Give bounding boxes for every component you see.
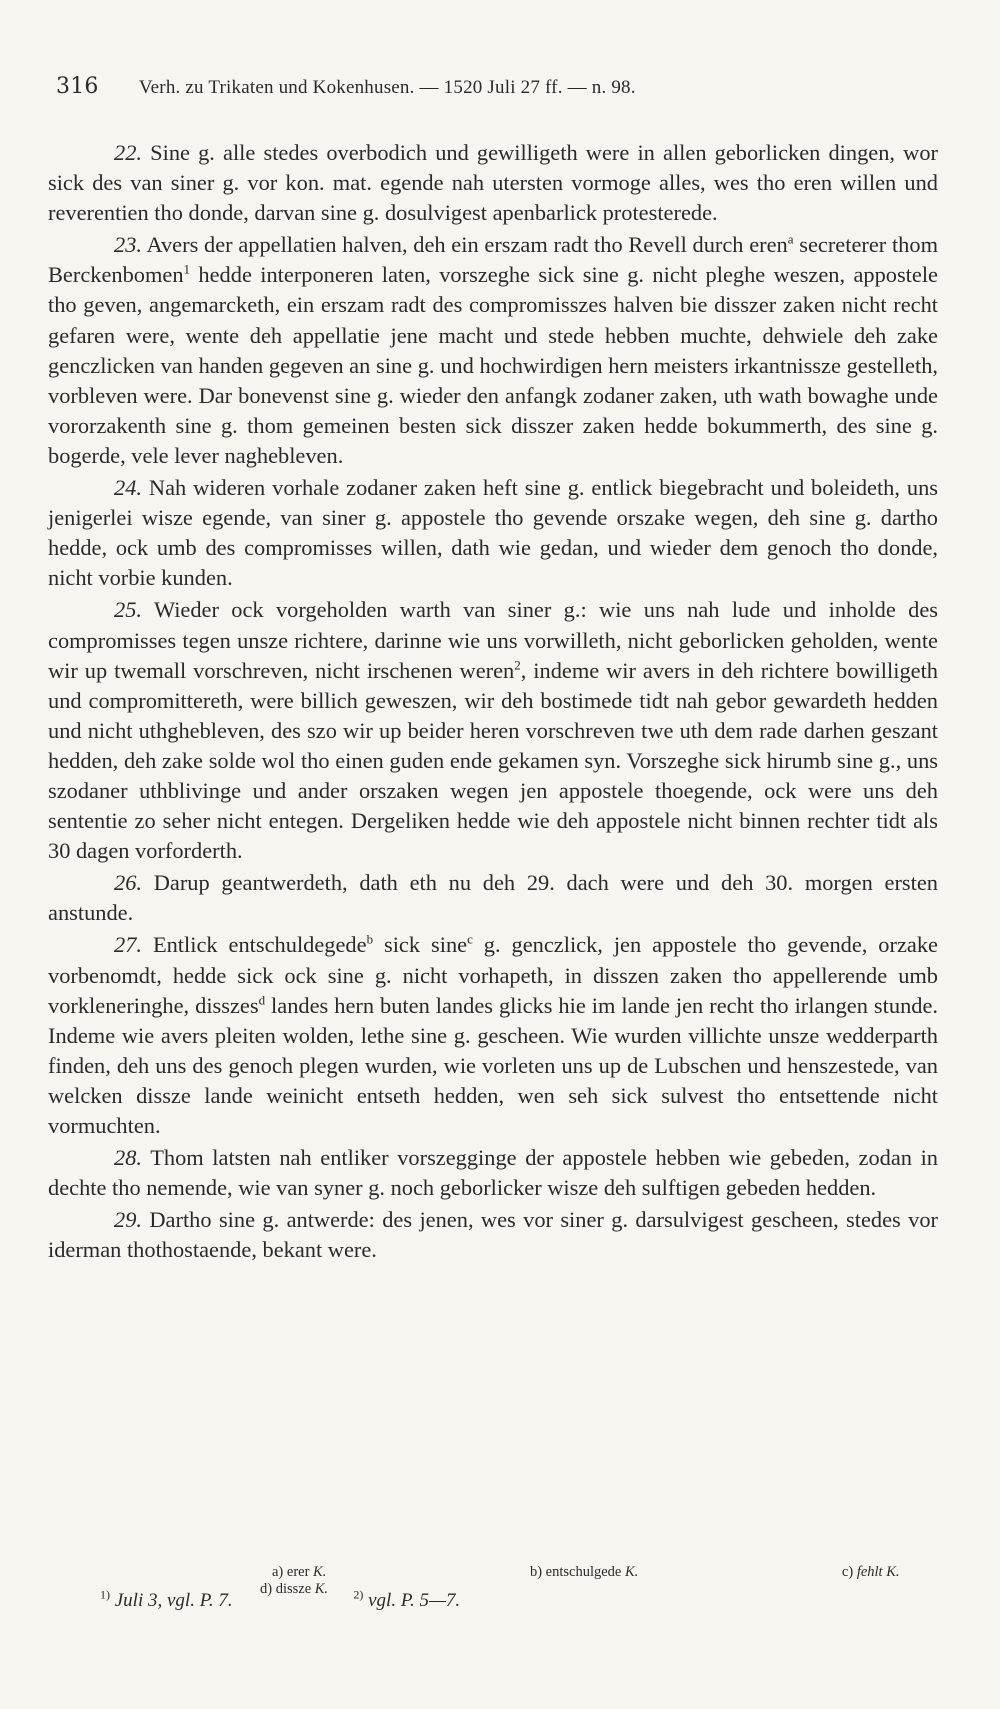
- variant-note-source: K.: [625, 1564, 639, 1580]
- paragraph-29: [48, 1205, 938, 1265]
- footnote-marker: a: [787, 231, 794, 247]
- footnote-marker: d: [258, 992, 266, 1008]
- variant-note: [736, 1564, 900, 1581]
- paragraph-text: Entlick entschuldegede: [152, 932, 367, 958]
- paragraph-number: 28.: [114, 1145, 142, 1171]
- variant-note: [166, 1564, 326, 1581]
- footnote-1: [100, 1587, 291, 1612]
- paragraph-number: 26.: [114, 870, 142, 896]
- paragraph-number: 25.: [114, 597, 142, 623]
- paragraph-number: 24.: [114, 475, 142, 501]
- footnote-2: [353, 1587, 518, 1612]
- paragraph-28: [48, 1143, 938, 1203]
- paragraph-text: Thom latsten nah entliker vorszegginge der appostele hebben wie gebeden, zodan in dechte tho nemende, wie van syner g. noch geborlicker wisze deh sulftigen gebeden hedden.: [48, 1145, 938, 1201]
- footnote-mark: 1): [100, 1587, 110, 1602]
- paragraph-23: [48, 230, 938, 471]
- paragraph-text: Wieder ock vorgeholden warth van siner g.: wie uns nah lude und inholde des compromisses tegen unsze richtere, darinne wie uns vorwilleth, nicht geborlicken geholden, wente wir up twemall vorschreven, nicht irschenen weren: [48, 597, 938, 683]
- paragraph-text: , indeme wir avers in deh richtere bowilligeth und compromittereth, were billich geweszen, wir deh bostimede tidt nah gebor gewardeth hedden und nicht uthghebleven, des szo wir up beider heren vorschreven twe uth dem rade darhen geszant hedden, deh zake solde wol tho einen guden ende gekamen syn. Vorszeghe sick hirumb sine g., uns szodaner uthblivinge und ander orszaken wegen jen appostele thoegende, ock were uns deh sententie zo seher nicht entegen. Dergeliken hedde wie deh appostele nicht binnen rechter tidt als 30 dagen vorforderth.: [48, 657, 938, 864]
- variant-note-label: a) erer: [272, 1564, 310, 1580]
- paragraph-text: Nah wideren vorhale zodaner zaken heft sine g. entlick biegebracht und boleideth, uns jenigerlei wisze egende, van siner g. appostele tho gevende orszake wegen, deh sine g. dartho hedde, ock umb des compromisses willen, dath wie gedan, und wieder dem genoch tho donde, nicht vorbie kunden.: [48, 475, 938, 591]
- footnote-marker: b: [366, 931, 374, 947]
- paragraph-text: g. genczlick, jen appostele tho gevende, orzake vorbenomdt, hedde sick ock sine g. nicht vorhapeth, in disszen zaken tho appellerende umb vorkleneringhe, disszes: [48, 932, 938, 1018]
- variant-note-label: c): [841, 1564, 854, 1580]
- paragraph-text: sick sine: [373, 932, 468, 958]
- paragraph-text: Sine g. alle stedes overbodich und gewilligeth were in allen geborlicken dingen, wor sick des van siner g. vor kon. mat. egende nah utersten vormoge alles, wes tho eren willen und reverentien tho donde, darvan sine g. dosulvigest apenbarlick protesterede.: [48, 140, 938, 226]
- footnote-mark: 2): [353, 1587, 364, 1602]
- paragraph-number: 23.: [114, 232, 142, 258]
- running-header: [56, 74, 856, 99]
- variant-note-source: fehlt K.: [856, 1564, 900, 1580]
- paragraph-text: secreterer thom Berckenbomen: [48, 232, 938, 288]
- page-number: 316: [56, 74, 99, 99]
- paragraph-text: Avers der appellatien halven, deh ein erszam radt tho Revell durch eren: [146, 232, 788, 258]
- footnote-text: Juli 3, vgl. P. 7.: [114, 1590, 233, 1611]
- paragraph-27: [48, 930, 938, 1141]
- paragraph-22: [48, 138, 938, 228]
- paragraph-text: hedde interponeren laten, vorszeghe sick sine g. nicht pleghe weszen, appostele tho geven, angemarcketh, ein erszam radt des compromisszes halven bie disszer zaken nicht recht gefaren were, wente deh appellatie jene macht und stede hebben muchte, dehwiele deh zake genczlicken van handen gegeven an sine g. und hochwirdigen hern meisters irkantnissze gestelleth, vorbleven were. Dar bonevenst sine g. wieder den anfangk zodaner zaken, uth wath bowaghe unde vororzakenth sine g. thom gemeinen besten sick disszer zaken hedde bokummerth, des sine g. bogerde, vele lever naghebleven.: [48, 262, 938, 468]
- variant-note-source: K.: [313, 1564, 327, 1580]
- paragraph-24: [48, 473, 938, 593]
- variant-note-label: d) dissze: [260, 1581, 312, 1597]
- paragraph-text: landes hern buten landes glicks hie im lande jen recht tho irlangen stunde. Indeme wie avers pleiten wolden, lethe sine g. gescheen. Wie wurden villichte unsze wedderparth finden, deh uns des genoch plegen wurden, wie vorleten uns up de Lubschen und henszestede, van welcken dissze lande weinicht entseth hedden, wen seh sick sulvest tho entsettende nicht vormuchten.: [48, 992, 938, 1138]
- footnote-marker: 2: [514, 657, 521, 673]
- main-text: [48, 138, 938, 1267]
- paragraph-number: 29.: [114, 1207, 142, 1233]
- footnote-text: vgl. P. 5—7.: [368, 1590, 461, 1611]
- paragraph-number: 27.: [114, 932, 142, 958]
- variant-note: [424, 1564, 638, 1581]
- footnote-marker: c: [467, 931, 473, 947]
- paragraph-number: 22.: [114, 140, 142, 165]
- paragraph-25: [48, 595, 938, 866]
- variant-note-source: K.: [314, 1581, 329, 1597]
- paragraph-text: Dartho sine g. antwerde: des jenen, wes vor siner g. darsulvigest gescheen, stedes vor iderman thothostaende, bekant were.: [48, 1207, 938, 1263]
- header-title: Verh. zu Trikaten und Kokenhusen. — 1520 Juli 27 ff. — n. 98.: [138, 77, 636, 98]
- paragraph-text: Darup geantwerdeth, dath eth nu deh 29. dach were und deh 30. morgen ersten anstunde.: [48, 870, 938, 926]
- footnote-marker: 1: [183, 261, 191, 277]
- paragraph-26: [48, 868, 938, 928]
- variant-note-label: b) entschulgede: [529, 1564, 622, 1580]
